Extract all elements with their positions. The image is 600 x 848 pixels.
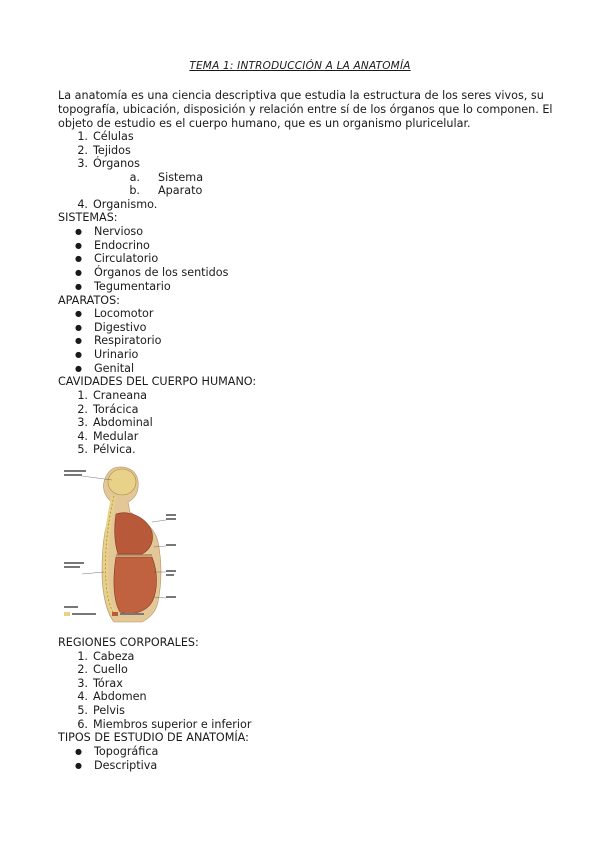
- section-heading: APARATOS:: [58, 294, 120, 307]
- list-text: Torácica: [93, 403, 139, 416]
- list-number: b.: [129, 184, 140, 197]
- section-heading: CAVIDADES DEL CUERPO HUMANO:: [58, 375, 257, 388]
- list-text: Células: [93, 130, 134, 143]
- list-number: 1.: [77, 130, 88, 143]
- bullet-icon: ●: [75, 268, 82, 277]
- section-heading: TIPOS DE ESTUDIO DE ANATOMÍA:: [58, 731, 249, 744]
- list-text: Organismo.: [93, 198, 158, 211]
- list-text: Sistema: [158, 171, 204, 184]
- list-number: 3.: [77, 416, 88, 429]
- list-text: Genital: [94, 362, 135, 375]
- list-text: Pélvica.: [93, 443, 136, 456]
- list-number: 5.: [77, 704, 88, 717]
- list-text: Endocrino: [94, 239, 150, 252]
- bullet-icon: ●: [75, 336, 82, 345]
- page-title: TEMA 1: INTRODUCCIÓN A LA ANATOMÍA: [189, 60, 411, 72]
- list-number: 3.: [77, 157, 88, 170]
- list-text: Tejidos: [93, 144, 131, 157]
- list-text: Descriptiva: [94, 759, 158, 772]
- bullet-icon: ●: [75, 761, 82, 770]
- list-text: Tegumentario: [94, 280, 171, 293]
- bullet-icon: ●: [75, 309, 82, 318]
- bullet-icon: ●: [75, 282, 82, 291]
- list-text: Miembros superior e inferior: [93, 718, 252, 731]
- list-text: Órganos: [93, 157, 140, 170]
- bullet-icon: ●: [75, 227, 82, 236]
- bullet-icon: ●: [75, 323, 82, 332]
- list-text: Pelvis: [93, 704, 125, 717]
- list-text: Urinario: [94, 348, 139, 361]
- list-number: a.: [129, 171, 140, 184]
- list-text: Nervioso: [94, 225, 144, 238]
- intro-paragraph: La anatomía es una ciencia descriptiva que estudia la estructura de los seres vivos, su topografía, ubicación, disposición y relación entre sí de los órganos que lo componen. El objeto de estudio es el cuerpo humano, que es un organismo pluricelular.: [58, 89, 553, 130]
- section-heading: SISTEMAS:: [58, 211, 118, 224]
- list-text: Topográfica: [94, 745, 159, 758]
- section-heading: REGIONES CORPORALES:: [58, 636, 199, 649]
- list-text: Locomotor: [94, 307, 154, 320]
- list-text: Circulatorio: [94, 252, 159, 265]
- list-text: Aparato: [158, 184, 203, 197]
- bullet-icon: ●: [75, 364, 82, 373]
- list-number: 4.: [77, 690, 88, 703]
- list-text: Cabeza: [93, 650, 135, 663]
- list-text: Medular: [93, 430, 139, 443]
- bullet-icon: ●: [75, 241, 82, 250]
- body-cavities-illustration: [62, 462, 178, 630]
- list-number: 1.: [77, 389, 88, 402]
- list-number: 4.: [77, 430, 88, 443]
- bullet-icon: ●: [75, 350, 82, 359]
- list-number: 2.: [77, 663, 88, 676]
- list-text: Respiratorio: [94, 334, 162, 347]
- list-number: 4.: [77, 198, 88, 211]
- list-text: Órganos de los sentidos: [94, 266, 229, 279]
- list-text: Abdomen: [93, 690, 147, 703]
- list-text: Tórax: [93, 677, 123, 690]
- list-number: 2.: [77, 403, 88, 416]
- list-text: Craneana: [93, 389, 148, 402]
- list-text: Cuello: [93, 663, 128, 676]
- list-number: 3.: [77, 677, 88, 690]
- list-number: 6.: [77, 718, 88, 731]
- list-number: 5.: [77, 443, 88, 456]
- bullet-icon: ●: [75, 747, 82, 756]
- body-cavities-figure: [62, 462, 178, 630]
- list-number: 1.: [77, 650, 88, 663]
- list-number: 2.: [77, 144, 88, 157]
- bullet-icon: ●: [75, 254, 82, 263]
- list-text: Abdominal: [93, 416, 153, 429]
- list-text: Digestivo: [94, 321, 147, 334]
